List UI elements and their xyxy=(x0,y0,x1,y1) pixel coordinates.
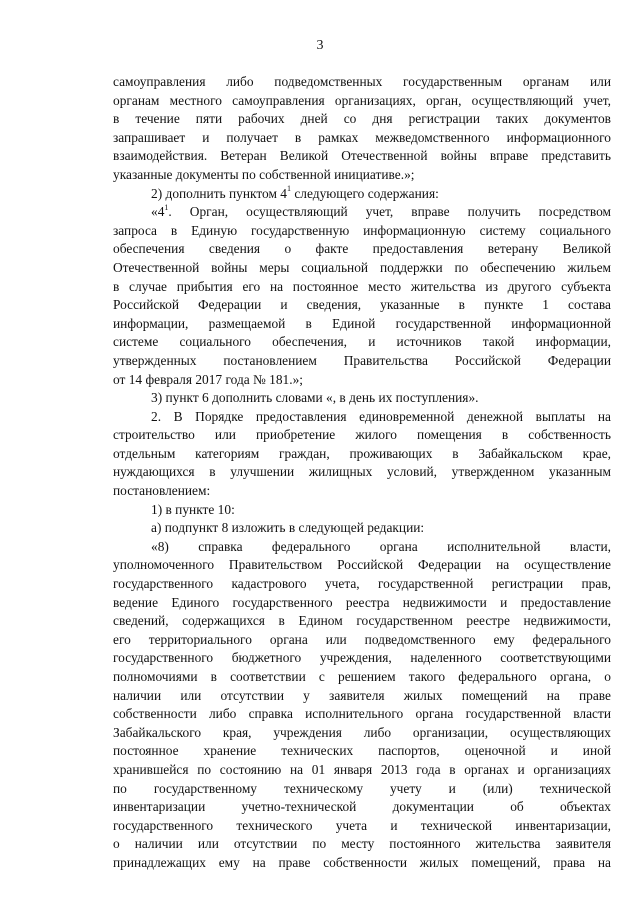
text-line xyxy=(113,296,611,315)
text-line xyxy=(113,92,611,111)
text-line-content: 1) в пункте 10: xyxy=(151,501,235,517)
text-line xyxy=(113,352,611,371)
text-line xyxy=(113,166,611,185)
text-line-content: ведение Единого государственного реестра недвижимости и предоставление xyxy=(113,594,611,610)
text-line xyxy=(113,668,611,687)
text-line-continuation: следующего содержания: xyxy=(291,185,439,201)
superscript: 1 xyxy=(287,184,292,194)
text-line xyxy=(113,687,611,706)
text-line xyxy=(113,724,611,743)
text-line-content: 2) дополнить пунктом 4 xyxy=(151,185,288,201)
text-line-content: в случае прибытия его на постоянное место жительства из другого субъекта xyxy=(113,278,611,294)
text-line xyxy=(113,333,611,352)
text-line-content: по государственному техническому учету и (или) технической xyxy=(113,780,611,796)
text-line-content: «8) справка федерального органа исполнительной власти, xyxy=(151,538,611,554)
text-line xyxy=(113,761,611,780)
page-number: 3 xyxy=(316,38,324,53)
superscript: 1 xyxy=(164,202,169,212)
text-line xyxy=(113,742,611,761)
text-line xyxy=(113,612,611,631)
text-line-content: государственного бюджетного учреждения, наделенного соответствующими xyxy=(113,650,611,666)
text-line-content: а) подпункт 8 изложить в следующей редакции: xyxy=(151,520,425,536)
text-line xyxy=(113,203,611,222)
text-line xyxy=(113,798,611,817)
text-line xyxy=(113,575,611,594)
text-line-content: отдельным категориям граждан, проживающих в Забайкальском крае, xyxy=(113,445,611,461)
text-line xyxy=(113,185,611,204)
text-line xyxy=(113,445,611,464)
text-line xyxy=(113,501,611,520)
text-line-content: в течение пяти рабочих дней со дня регистрации таких документов xyxy=(113,111,611,127)
text-line xyxy=(113,389,611,408)
text-line-content: уполномоченного Правительством Российской Федерации на осуществление xyxy=(113,557,611,573)
text-line xyxy=(113,259,611,278)
text-line-content: принадлежащих ему на праве собственности жилых помещений, права на xyxy=(113,854,611,870)
text-line-content: информации, размещаемой в Единой государственной информационной xyxy=(113,315,611,331)
text-line-content: Забайкальского края, учреждения либо организации, осуществляющих xyxy=(113,724,611,740)
text-line xyxy=(113,408,611,427)
text-line xyxy=(113,371,611,390)
text-line-content: обеспечения сведения о факте предоставления ветерану Великой xyxy=(113,241,611,257)
text-line-content: инвентаризации учетно-технической документации об объектах xyxy=(113,799,611,815)
text-line-content: государственного технического учета и технической инвентаризации, xyxy=(113,817,611,833)
text-line xyxy=(113,538,611,557)
text-line xyxy=(113,110,611,129)
text-line-content: утвержденных постановлением Правительства Российской Федерации xyxy=(113,352,611,368)
text-line-content: «4 xyxy=(151,204,165,220)
text-line-content: Российской Федерации и сведения, указанные в пункте 1 состава xyxy=(113,297,611,313)
text-line xyxy=(113,73,611,92)
text-line xyxy=(113,463,611,482)
text-line xyxy=(113,854,611,873)
text-line-content: органам местного самоуправления организациях, орган, осуществляющий учет, xyxy=(113,92,611,108)
text-line-content: его территориального органа или подведомственного ему федерального xyxy=(113,631,611,647)
text-line-content: постоянное хранение технических паспортов, оценочной и иной xyxy=(113,743,611,759)
text-line-content: запроса в Единую государственную информационную систему социального xyxy=(113,222,611,238)
text-line xyxy=(113,147,611,166)
text-line-content: 3) пункт 6 дополнить словами «, в день их поступления». xyxy=(151,390,479,406)
text-line xyxy=(113,519,611,538)
document-body xyxy=(113,73,611,873)
text-line-continuation: . Орган, осуществляющий учет, вправе получить посредством xyxy=(168,204,611,220)
text-line xyxy=(113,780,611,799)
text-line xyxy=(113,426,611,445)
text-line xyxy=(113,631,611,650)
text-line-content: государственного кадастрового учета, государственной регистрации прав, xyxy=(113,576,611,592)
text-line-content: 2. В Порядке предоставления единовременной денежной выплаты на xyxy=(151,408,611,424)
text-line xyxy=(113,222,611,241)
text-line-content: от 14 февраля 2017 года № 181.»; xyxy=(113,371,304,387)
text-line-content: строительство или приобретение жилого помещения в собственность xyxy=(113,427,611,443)
text-line-content: указанные документы по собственной инициативе.»; xyxy=(113,166,415,182)
text-line-content: Отечественной войны меры социальной поддержки по обеспечению жильем xyxy=(113,259,611,275)
text-line-content: самоуправления либо подведомственных государственным органам или xyxy=(113,74,611,89)
text-line xyxy=(113,705,611,724)
text-line-content: системе социального обеспечения, и источников такой информации, xyxy=(113,334,611,350)
text-line-content: хранившейся по состоянию на 01 января 2013 года в органах и организациях xyxy=(113,761,611,777)
text-line xyxy=(113,129,611,148)
text-line-content: полномочиями в соответствии с решением такого федерального органа, о xyxy=(113,669,611,684)
text-line xyxy=(113,278,611,297)
text-line-content: наличии или отсутствии у заявителя жилых помещений на праве xyxy=(113,687,611,703)
text-line xyxy=(113,482,611,501)
text-line-content: взаимодействия. Ветеран Великой Отечественной войны вправе представить xyxy=(113,148,611,164)
text-line-content: постановлением: xyxy=(113,483,211,499)
text-line-content: собственности либо справка исполнительного органа государственной власти xyxy=(113,706,611,722)
text-line-content: о наличии или отсутствии по месту постоянного жительства заявителя xyxy=(113,836,611,852)
text-line xyxy=(113,817,611,836)
text-line xyxy=(113,240,611,259)
text-line xyxy=(113,315,611,334)
text-line xyxy=(113,649,611,668)
text-line-content: запрашивает и получает в рамках межведомственного информационного xyxy=(113,129,611,145)
text-line-content: сведений, содержащихся в Едином государственном реестре недвижимости, xyxy=(113,613,611,629)
text-line xyxy=(113,594,611,613)
text-line-content: нуждающихся в улучшении жилищных условий, утвержденном указанным xyxy=(113,464,611,480)
text-line xyxy=(113,835,611,854)
text-line xyxy=(113,556,611,575)
